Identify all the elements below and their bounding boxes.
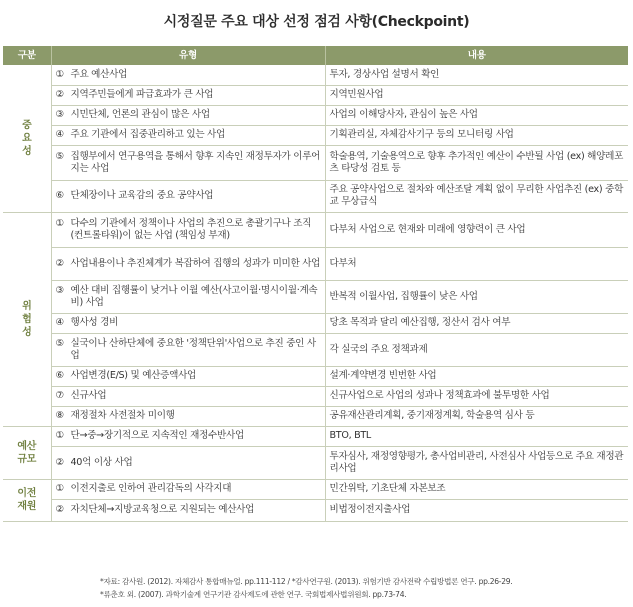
header-content: 내용 — [325, 46, 628, 65]
type-cell: ③ 시민단체, 언론의 관심이 많은 사업 — [51, 105, 325, 125]
type-cell: ⑥ 단체장이나 교육감의 중요 공약사업 — [51, 180, 325, 212]
table-row — [3, 212, 628, 247]
type-cell: ② 자치단체→지방교육청으로 지원되는 예산사업 — [51, 499, 325, 521]
type-cell: ① 다수의 기관에서 정책이나 사업의 추진으로 총괄기구나 조직(컨트롤타워)이 없는 사업 (책임성 부재) — [51, 212, 325, 247]
category-cell: 중요성 — [3, 65, 51, 212]
content-cell: 각 실국의 주요 정책과제 — [325, 333, 628, 366]
content-cell: 투자심사, 재정영향평가, 총사업비관리, 사전심사 사업등으로 주요 재정관리사업 — [325, 446, 628, 479]
content-cell: 설계·계약변경 빈번한 사업 — [325, 366, 628, 386]
content-cell: 신규사업으로 사업의 성과나 정책효과에 불투명한 사업 — [325, 386, 628, 406]
content-cell: 다부처 — [325, 247, 628, 280]
table-row — [3, 366, 628, 386]
content-cell: 반복적 이월사업, 집행률이 낮은 사업 — [325, 280, 628, 313]
table-row — [3, 65, 628, 85]
content-cell: 비법정이전지출사업 — [325, 499, 628, 521]
content-cell: 공유재산관리계획, 중기재정계획, 학술용역 심사 등 — [325, 406, 628, 426]
category-cell: 이전재원 — [3, 479, 51, 521]
content-cell: 기획관리실, 자체감사기구 등의 모니터링 사업 — [325, 125, 628, 145]
table-row — [3, 280, 628, 313]
table-row — [3, 479, 628, 499]
table-row — [3, 333, 628, 366]
type-cell: ② 40억 이상 사업 — [51, 446, 325, 479]
type-cell: ④ 행사성 경비 — [51, 313, 325, 333]
content-cell: 지역민원사업 — [325, 85, 628, 105]
category-cell: 위험성 — [3, 212, 51, 426]
table-row — [3, 426, 628, 446]
type-cell: ① 주요 예산사업 — [51, 65, 325, 85]
content-cell: 주요 공약사업으로 절차와 예산조달 계획 없이 무리한 사업추진 (ex) 중학교 무상급식 — [325, 180, 628, 212]
table-row — [3, 313, 628, 333]
table-row — [3, 145, 628, 180]
source-note: *자료: 감사원. (2012). 자체감사 통합매뉴얼. pp.111-112 / *감사연구원. (2013). 위험기반 감사전략 수립방법론 연구. pp.26-29. — [100, 577, 513, 586]
table-row — [3, 180, 628, 212]
table-row — [3, 105, 628, 125]
table-row — [3, 386, 628, 406]
type-cell: ⑤ 실국이나 산하단체에 중요한 '정책단위'사업으로 추진 중인 사업 — [51, 333, 325, 366]
content-cell: 투자, 경상사업 설명서 확인 — [325, 65, 628, 85]
table-row — [3, 499, 628, 521]
type-cell: ⑦ 신규사업 — [51, 386, 325, 406]
type-cell: ② 지역주민들에게 파급효과가 큰 사업 — [51, 85, 325, 105]
content-cell: BTO, BTL — [325, 426, 628, 446]
table-header-row — [3, 46, 628, 65]
type-cell: ① 단→중→장기적으로 지속적인 재정수반사업 — [51, 426, 325, 446]
type-cell: ④ 주요 기관에서 집중관리하고 있는 사업 — [51, 125, 325, 145]
type-cell: ② 사업내용이나 추진체계가 복잡하여 집행의 성과가 미미한 사업 — [51, 247, 325, 280]
table-row — [3, 406, 628, 426]
page-title: 시정질문 주요 대상 선정 점검 사항(Checkpoint) — [163, 14, 470, 30]
header-category: 구분 — [3, 46, 51, 65]
table-row — [3, 247, 628, 280]
content-cell: 학술용역, 기술용역으로 향후 추가적인 예산이 수반될 사업 (ex) 해양레포츠 타당성 검토 등 — [325, 145, 628, 180]
content-cell: 사업의 이해당사자, 관심이 높은 사업 — [325, 105, 628, 125]
source-note: *류춘호 외. (2007). 과학기술계 연구기관 감사제도에 관한 연구. 국회법제사법위원회. pp.73-74. — [100, 590, 407, 599]
type-cell: ⑥ 사업변경(E/S) 및 예산증액사업 — [51, 366, 325, 386]
content-cell: 민간위탁, 기초단체 자본보조 — [325, 479, 628, 499]
type-cell: ③ 예산 대비 집행률이 낮거나 이월 예산(사고이월·명시이월·계속비) 사업 — [51, 280, 325, 313]
header-type: 유형 — [51, 46, 325, 65]
type-cell: ⑤ 집행부에서 연구용역을 통해서 향후 지속인 재정투자가 이루어지는 사업 — [51, 145, 325, 180]
checkpoint-table — [3, 46, 628, 522]
content-cell: 당초 목적과 달리 예산집행, 정산서 검사 여부 — [325, 313, 628, 333]
table-row — [3, 446, 628, 479]
table-row — [3, 85, 628, 105]
type-cell: ⑧ 재정절차 사전절차 미이행 — [51, 406, 325, 426]
source-notes — [100, 575, 625, 601]
table-row — [3, 125, 628, 145]
type-cell: ① 이전지출로 인하여 관리감독의 사각지대 — [51, 479, 325, 499]
category-cell: 예산규모 — [3, 426, 51, 479]
content-cell: 다부처 사업으로 현재와 미래에 영향력이 큰 사업 — [325, 212, 628, 247]
